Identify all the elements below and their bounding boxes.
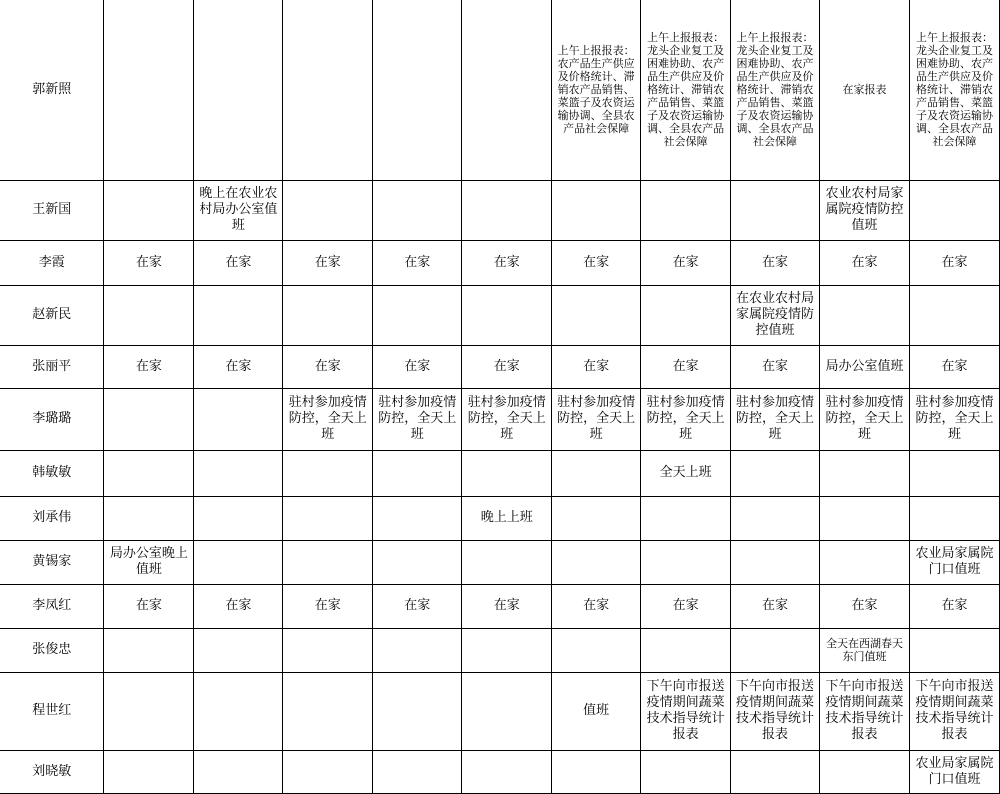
table-cell bbox=[194, 450, 283, 496]
table-cell bbox=[104, 496, 194, 540]
table-cell bbox=[283, 628, 373, 672]
table-cell: 全天上班 bbox=[641, 450, 731, 496]
table-cell bbox=[462, 450, 552, 496]
table-cell bbox=[552, 285, 641, 345]
table-cell bbox=[820, 496, 910, 540]
table-cell: 在家 bbox=[373, 240, 462, 285]
person-name: 张丽平 bbox=[0, 345, 104, 388]
person-name: 郭新照 bbox=[0, 0, 104, 180]
table-row bbox=[0, 285, 1000, 345]
table-cell: 在家 bbox=[552, 240, 641, 285]
table-cell: 在家 bbox=[194, 584, 283, 628]
table-cell bbox=[731, 628, 820, 672]
table-cell bbox=[104, 450, 194, 496]
table-cell: 下午向市报送疫情期间蔬菜技术指导统计报表 bbox=[731, 672, 820, 750]
table-row bbox=[0, 0, 1000, 180]
table-cell bbox=[104, 388, 194, 450]
table-cell: 在家 bbox=[283, 584, 373, 628]
table-cell bbox=[283, 0, 373, 180]
person-name: 李凤红 bbox=[0, 584, 104, 628]
table-cell: 驻村参加疫情防控，全天上班 bbox=[283, 388, 373, 450]
table-cell bbox=[909, 628, 999, 672]
table-row bbox=[0, 584, 1000, 628]
table-cell: 驻村参加疫情防控，全天上班 bbox=[373, 388, 462, 450]
table-cell: 上午上报报表：龙头企业复工及困难协助、农产品生产供应及价格统计、滞销农产品销售、菜篮子及农资运输协调、全县农产品社会保障 bbox=[731, 0, 820, 180]
table-row bbox=[0, 240, 1000, 285]
table-cell bbox=[731, 180, 820, 240]
table-cell: 在农业农村局家属院疫情防控值班 bbox=[731, 285, 820, 345]
table-cell: 在家 bbox=[104, 584, 194, 628]
table-cell bbox=[373, 672, 462, 750]
person-name: 韩敏敏 bbox=[0, 450, 104, 496]
table-cell: 驻村参加疫情防控，全天上班 bbox=[641, 388, 731, 450]
table-cell: 驻村参加疫情防控，全天上班 bbox=[462, 388, 552, 450]
table-cell: 驻村参加疫情防控，全天上班 bbox=[552, 388, 641, 450]
table-cell: 在家 bbox=[104, 240, 194, 285]
table-cell: 驻村参加疫情防控，全天上班 bbox=[731, 388, 820, 450]
person-name: 黄锡家 bbox=[0, 540, 104, 584]
table-cell bbox=[820, 285, 910, 345]
table-cell: 农业局家属院门口值班 bbox=[909, 750, 999, 793]
table-cell bbox=[104, 0, 194, 180]
table-cell: 在家 bbox=[283, 240, 373, 285]
table-cell: 在家 bbox=[552, 584, 641, 628]
table-cell bbox=[462, 0, 552, 180]
table-row bbox=[0, 345, 1000, 388]
table-row bbox=[0, 496, 1000, 540]
person-name: 李璐璐 bbox=[0, 388, 104, 450]
table-cell bbox=[909, 180, 999, 240]
table-cell bbox=[909, 496, 999, 540]
table-cell: 在家 bbox=[462, 584, 552, 628]
person-name: 程世红 bbox=[0, 672, 104, 750]
table-row bbox=[0, 388, 1000, 450]
table-cell: 在家 bbox=[462, 240, 552, 285]
table-cell: 在家 bbox=[194, 240, 283, 285]
table-cell bbox=[552, 496, 641, 540]
table-cell: 在家 bbox=[909, 240, 999, 285]
person-name: 王新国 bbox=[0, 180, 104, 240]
table-cell bbox=[462, 672, 552, 750]
table-cell bbox=[194, 0, 283, 180]
table-cell: 下午向市报送疫情期间蔬菜技术指导统计报表 bbox=[820, 672, 910, 750]
table-cell bbox=[462, 540, 552, 584]
table-cell bbox=[731, 496, 820, 540]
table-cell: 晚上上班 bbox=[462, 496, 552, 540]
table-cell: 上午上报报表：龙头企业复工及困难协助、农产品生产供应及价格统计、滞销农产品销售、菜篮子及农资运输协调、全县农产品社会保障 bbox=[909, 0, 999, 180]
person-name: 刘承伟 bbox=[0, 496, 104, 540]
table-cell bbox=[283, 450, 373, 496]
table-cell bbox=[462, 628, 552, 672]
table-cell bbox=[641, 285, 731, 345]
table-cell bbox=[283, 180, 373, 240]
person-name: 赵新民 bbox=[0, 285, 104, 345]
table-cell: 下午向市报送疫情期间蔬菜技术指导统计报表 bbox=[909, 672, 999, 750]
table-cell: 在家 bbox=[194, 345, 283, 388]
table-cell bbox=[909, 450, 999, 496]
table-cell bbox=[283, 672, 373, 750]
table-cell bbox=[641, 496, 731, 540]
table-cell: 晚上在农业农村局办公室值班 bbox=[194, 180, 283, 240]
table-cell bbox=[194, 388, 283, 450]
table-cell bbox=[462, 285, 552, 345]
table-cell bbox=[194, 672, 283, 750]
table-cell: 在家 bbox=[104, 345, 194, 388]
table-cell bbox=[283, 496, 373, 540]
table-cell bbox=[104, 672, 194, 750]
table-cell: 驻村参加疫情防控，全天上班 bbox=[820, 388, 910, 450]
table-cell bbox=[731, 540, 820, 584]
table-cell: 上午上报报表：农产品生产供应及价格统计、滞销农产品销售、菜篮子及农资运输协调、全县农产品社会保障 bbox=[552, 0, 641, 180]
person-name: 李霞 bbox=[0, 240, 104, 285]
table-cell bbox=[194, 628, 283, 672]
table-row bbox=[0, 628, 1000, 672]
person-name: 刘晓敏 bbox=[0, 750, 104, 793]
table-cell bbox=[373, 628, 462, 672]
table-cell bbox=[552, 450, 641, 496]
table-cell bbox=[373, 180, 462, 240]
table-cell: 在家 bbox=[641, 584, 731, 628]
table-cell: 在家报表 bbox=[820, 0, 910, 180]
table-cell bbox=[641, 628, 731, 672]
table-cell bbox=[462, 180, 552, 240]
table-cell bbox=[373, 496, 462, 540]
table-cell bbox=[104, 285, 194, 345]
table-row bbox=[0, 672, 1000, 750]
table-cell bbox=[104, 628, 194, 672]
table-cell bbox=[731, 450, 820, 496]
table-cell bbox=[641, 540, 731, 584]
table-cell: 在家 bbox=[373, 345, 462, 388]
table-cell bbox=[283, 285, 373, 345]
table-cell: 在家 bbox=[731, 345, 820, 388]
table-cell bbox=[373, 450, 462, 496]
table-cell bbox=[373, 0, 462, 180]
table-cell: 局办公室晚上值班 bbox=[104, 540, 194, 584]
table-cell bbox=[373, 285, 462, 345]
table-cell: 在家 bbox=[820, 240, 910, 285]
table-cell bbox=[194, 285, 283, 345]
table-cell: 农业局家属院门口值班 bbox=[909, 540, 999, 584]
table-row bbox=[0, 540, 1000, 584]
table-cell: 在家 bbox=[373, 584, 462, 628]
table-cell bbox=[194, 540, 283, 584]
table-cell bbox=[909, 285, 999, 345]
table-cell: 在家 bbox=[731, 584, 820, 628]
table-cell bbox=[552, 180, 641, 240]
table-cell: 在家 bbox=[731, 240, 820, 285]
table-cell: 农业农村局家属院疫情防控值班 bbox=[820, 180, 910, 240]
table-cell: 值班 bbox=[552, 672, 641, 750]
person-name: 张俊忠 bbox=[0, 628, 104, 672]
table-cell bbox=[373, 540, 462, 584]
table-cell bbox=[194, 496, 283, 540]
table-cell: 在家 bbox=[283, 345, 373, 388]
table-cell bbox=[283, 540, 373, 584]
table-cell: 下午向市报送疫情期间蔬菜技术指导统计报表 bbox=[641, 672, 731, 750]
table-cell bbox=[552, 628, 641, 672]
table-row bbox=[0, 450, 1000, 496]
table-cell: 局办公室值班 bbox=[820, 345, 910, 388]
table-cell bbox=[552, 540, 641, 584]
table-cell: 在家 bbox=[820, 584, 910, 628]
table-cell bbox=[104, 180, 194, 240]
table-cell: 在家 bbox=[641, 345, 731, 388]
table-cell: 上午上报报表：龙头企业复工及困难协助、农产品生产供应及价格统计、滞销农产品销售、菜篮子及农资运输协调、全县农产品社会保障 bbox=[641, 0, 731, 180]
table-row bbox=[0, 180, 1000, 240]
table-cell: 驻村参加疫情防控，全天上班 bbox=[909, 388, 999, 450]
table-cell: 在家 bbox=[909, 345, 999, 388]
table-cell: 全天在西湖春天东门值班 bbox=[820, 628, 910, 672]
table-cell: 在家 bbox=[641, 240, 731, 285]
table-cell: 在家 bbox=[552, 345, 641, 388]
table-cell bbox=[641, 180, 731, 240]
table-cell bbox=[820, 450, 910, 496]
table-cell: 在家 bbox=[909, 584, 999, 628]
table-cell bbox=[820, 540, 910, 584]
table-cell: 在家 bbox=[462, 345, 552, 388]
